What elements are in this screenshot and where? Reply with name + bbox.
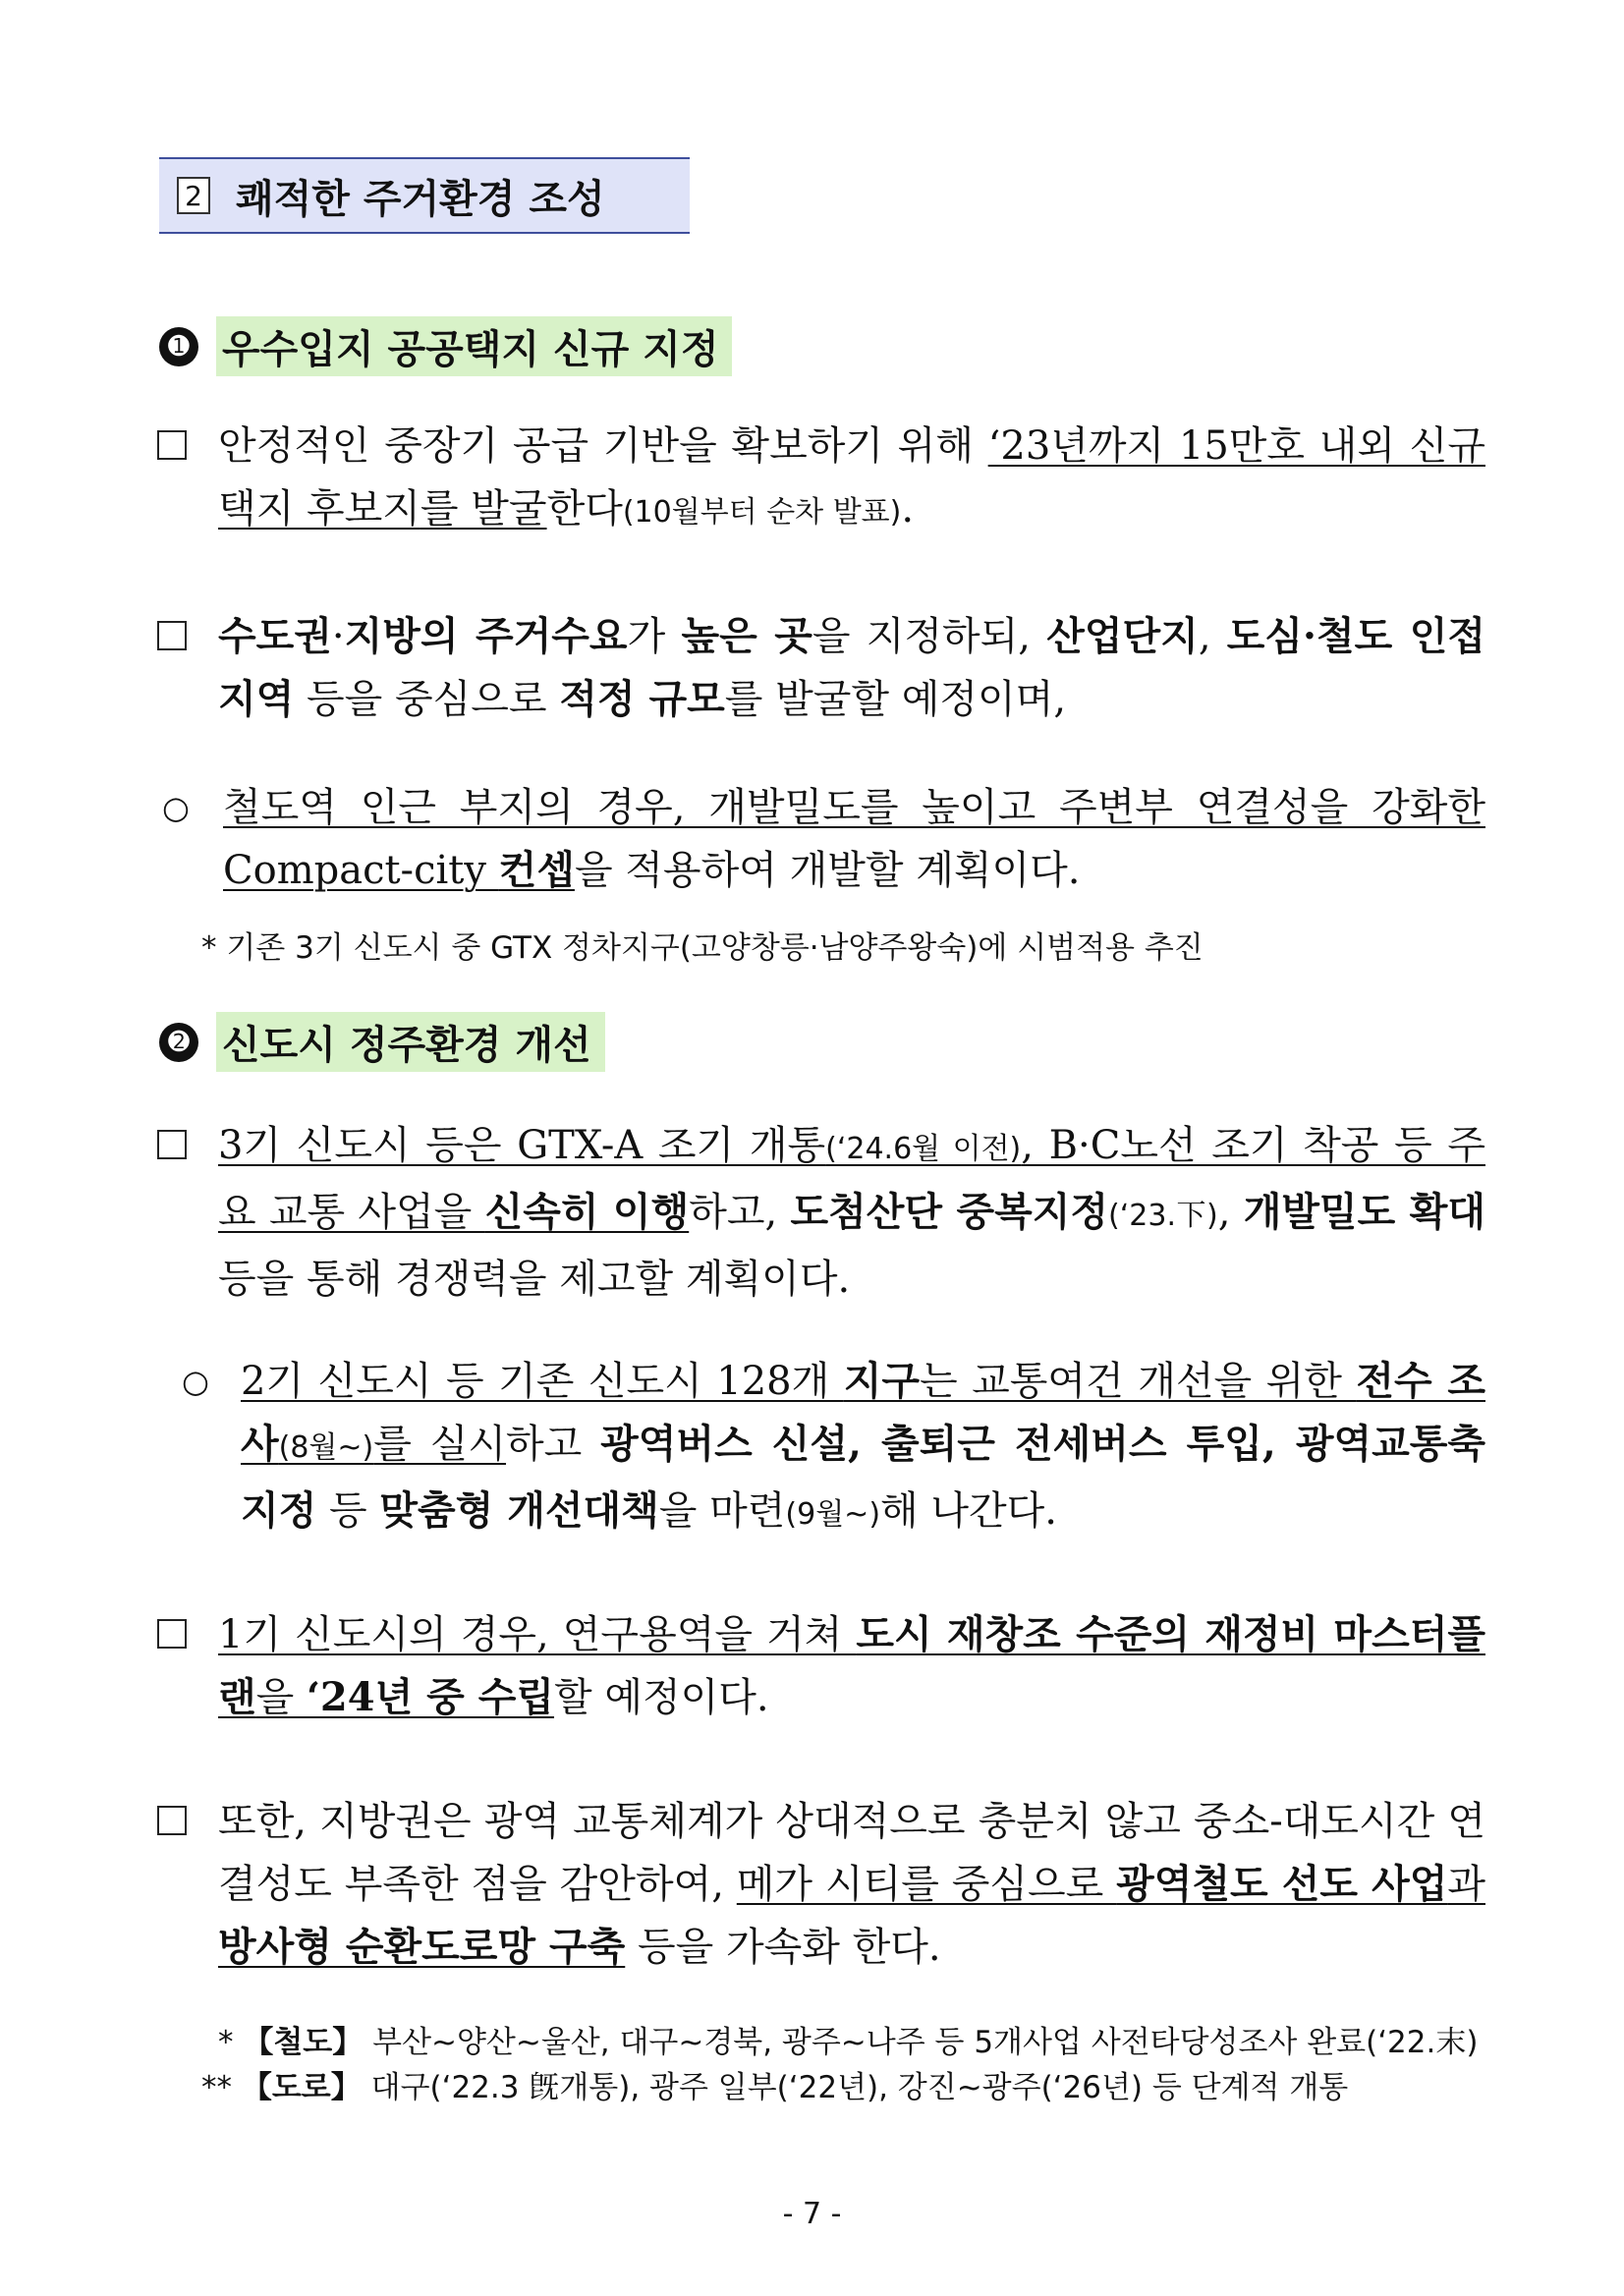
checkbox-bullet-icon xyxy=(157,1806,187,1835)
text: 지구 xyxy=(843,1358,921,1404)
text: (‘23.下) xyxy=(1108,1199,1218,1233)
text: 을 적용하여 개발할 계획이다. xyxy=(574,848,1081,893)
section-number: 2 xyxy=(177,177,210,214)
text: 광역철도 선도 사업 xyxy=(1116,1861,1448,1907)
text: 를 실시 xyxy=(373,1422,507,1467)
checkbox-bullet-icon xyxy=(157,1619,187,1649)
circle-item-1 xyxy=(162,776,1485,902)
text: 을 지정하되, xyxy=(812,614,1047,659)
circle-bullet: ○ xyxy=(162,789,190,826)
text: ** xyxy=(201,2070,242,2105)
footnote-label: 【철도】 xyxy=(243,2025,364,2060)
footnote-label: 【도로】 xyxy=(241,2070,362,2105)
text: ‘23년까지 15만호 내외 신규 택지 후보지 xyxy=(218,423,1485,532)
text: 또한, 지방권은 광역 교통체계가 상대적으로 충분치 않고 중소-대도시간 연결성도 부족한 점을 감안하여, xyxy=(218,1799,1485,1907)
text: ‘24년 중 수립 xyxy=(307,1674,555,1720)
number-two-icon: ➋ xyxy=(159,1023,198,1062)
page-number: - 7 - xyxy=(782,2197,842,2231)
text: 맞춤형 개선대책 xyxy=(379,1487,659,1534)
text: 도첨산단 중복지정 xyxy=(790,1189,1109,1235)
subheading-1 xyxy=(159,316,732,376)
paragraph-2 xyxy=(157,605,1485,731)
text: 산업단지 xyxy=(1046,613,1199,659)
subheading-2-title: 신도시 정주환경 개선 xyxy=(216,1012,605,1072)
text: 도심·철도 인접지역 xyxy=(218,613,1485,722)
paragraph-5 xyxy=(157,1790,1485,1979)
text: (9월~) xyxy=(785,1497,881,1532)
checkbox-bullet-icon xyxy=(157,621,187,650)
text: . xyxy=(901,486,915,532)
text: 안정적인 중장기 공급 기반을 확보하기 위해 xyxy=(218,423,988,469)
text: 등을 통해 경쟁력을 제고할 계획이다. xyxy=(218,1257,851,1302)
text: 을 마련 xyxy=(658,1488,786,1534)
number-one-icon: ➊ xyxy=(159,327,198,366)
subheading-1-title: 우수입지 공공택지 신규 지정 xyxy=(216,316,732,376)
subheading-2 xyxy=(159,1012,605,1072)
text: 한다 xyxy=(546,486,623,532)
text: 부산~양산~울산, 대구~경북, 광주~나주 등 5개사업 사전타당성조사 완료(‘22.末) xyxy=(363,2025,1479,2060)
checkbox-bullet-icon xyxy=(157,430,187,460)
text: 하고, xyxy=(689,1190,791,1235)
footnote-1: * 기존 3기 신도시 중 GTX 정차지구(고양창릉·남양주왕숙)에 시범적용 추진 xyxy=(201,930,1204,966)
text: 하고 xyxy=(506,1422,601,1467)
paragraph-1 xyxy=(157,415,1485,544)
text: 전수 조사 xyxy=(241,1358,1485,1467)
text: 도시 재창조 수준의 재정비 마스터플랜 xyxy=(218,1611,1485,1720)
text: 철도역 인근 부지의 경우, 개발밀도를 높이고 주변부 연결성을 강화한 Compact-city xyxy=(223,785,1485,893)
text: 개발밀도 확대 xyxy=(1243,1189,1486,1235)
text: 광역버스 신설, 출퇴근 전세버스 투입, 광역교통축 지정 xyxy=(241,1421,1486,1534)
section-title: 쾌적한 주거환경 조성 xyxy=(236,176,605,222)
footnote-2 xyxy=(218,2020,1478,2065)
text: 할 예정이다. xyxy=(554,1675,769,1720)
text: · xyxy=(331,614,345,659)
text: 메가 시티를 중심으로 xyxy=(736,1862,1117,1907)
text: 1기 신도시의 경우, 연구용역을 거쳐 xyxy=(218,1612,857,1657)
text: 수도권 xyxy=(218,613,332,659)
text: 를 발굴 xyxy=(420,486,547,532)
text: 해 나간다. xyxy=(880,1488,1058,1534)
text: 컨셉 xyxy=(498,847,575,893)
paragraph-3 xyxy=(157,1114,1485,1311)
text: (10월부터 순차 발표) xyxy=(622,495,902,530)
text: 3기 신도시 등은 GTX-A 조기 개통 xyxy=(218,1123,826,1168)
text: 가 xyxy=(627,614,682,659)
text: 과 xyxy=(1447,1862,1485,1907)
text: (8월~) xyxy=(278,1430,374,1465)
paragraph-4 xyxy=(157,1603,1485,1729)
text: 등을 가속화 한다. xyxy=(625,1925,941,1970)
text: , xyxy=(1217,1190,1244,1235)
text: 지방의 주거수요 xyxy=(344,613,628,659)
circle-item-2 xyxy=(182,1350,1485,1546)
text: 등을 중심으로 xyxy=(294,677,560,722)
text: 높은 곳 xyxy=(681,613,812,659)
text: 대구(‘22.3 旣개통), 광주 일부(‘22년), 강진~광주(‘26년) 등 단계적 개통 xyxy=(361,2070,1349,2105)
text: 을 xyxy=(255,1675,307,1720)
text: 는 교통여건 개선을 위한 xyxy=(920,1359,1357,1404)
text: (‘24.6월 이전) xyxy=(825,1132,1022,1166)
section-header xyxy=(159,157,690,234)
footnote-3 xyxy=(201,2065,1348,2110)
text: , B·C노선 조기 착공 등 주요 교통 사업을 xyxy=(218,1123,1485,1235)
circle-bullet: ○ xyxy=(182,1363,209,1400)
text: * xyxy=(218,2025,244,2060)
checkbox-bullet-icon xyxy=(157,1130,187,1159)
text: 등 xyxy=(316,1488,380,1534)
text: , xyxy=(1198,614,1227,659)
text: 2기 신도시 등 기존 신도시 128개 xyxy=(241,1359,844,1404)
text: 신속히 이행 xyxy=(484,1189,690,1235)
text: 적정 규모 xyxy=(559,676,725,722)
text: 를 발굴할 예정이며, xyxy=(724,677,1067,722)
text: 방사형 순환도로망 구축 xyxy=(218,1924,626,1970)
